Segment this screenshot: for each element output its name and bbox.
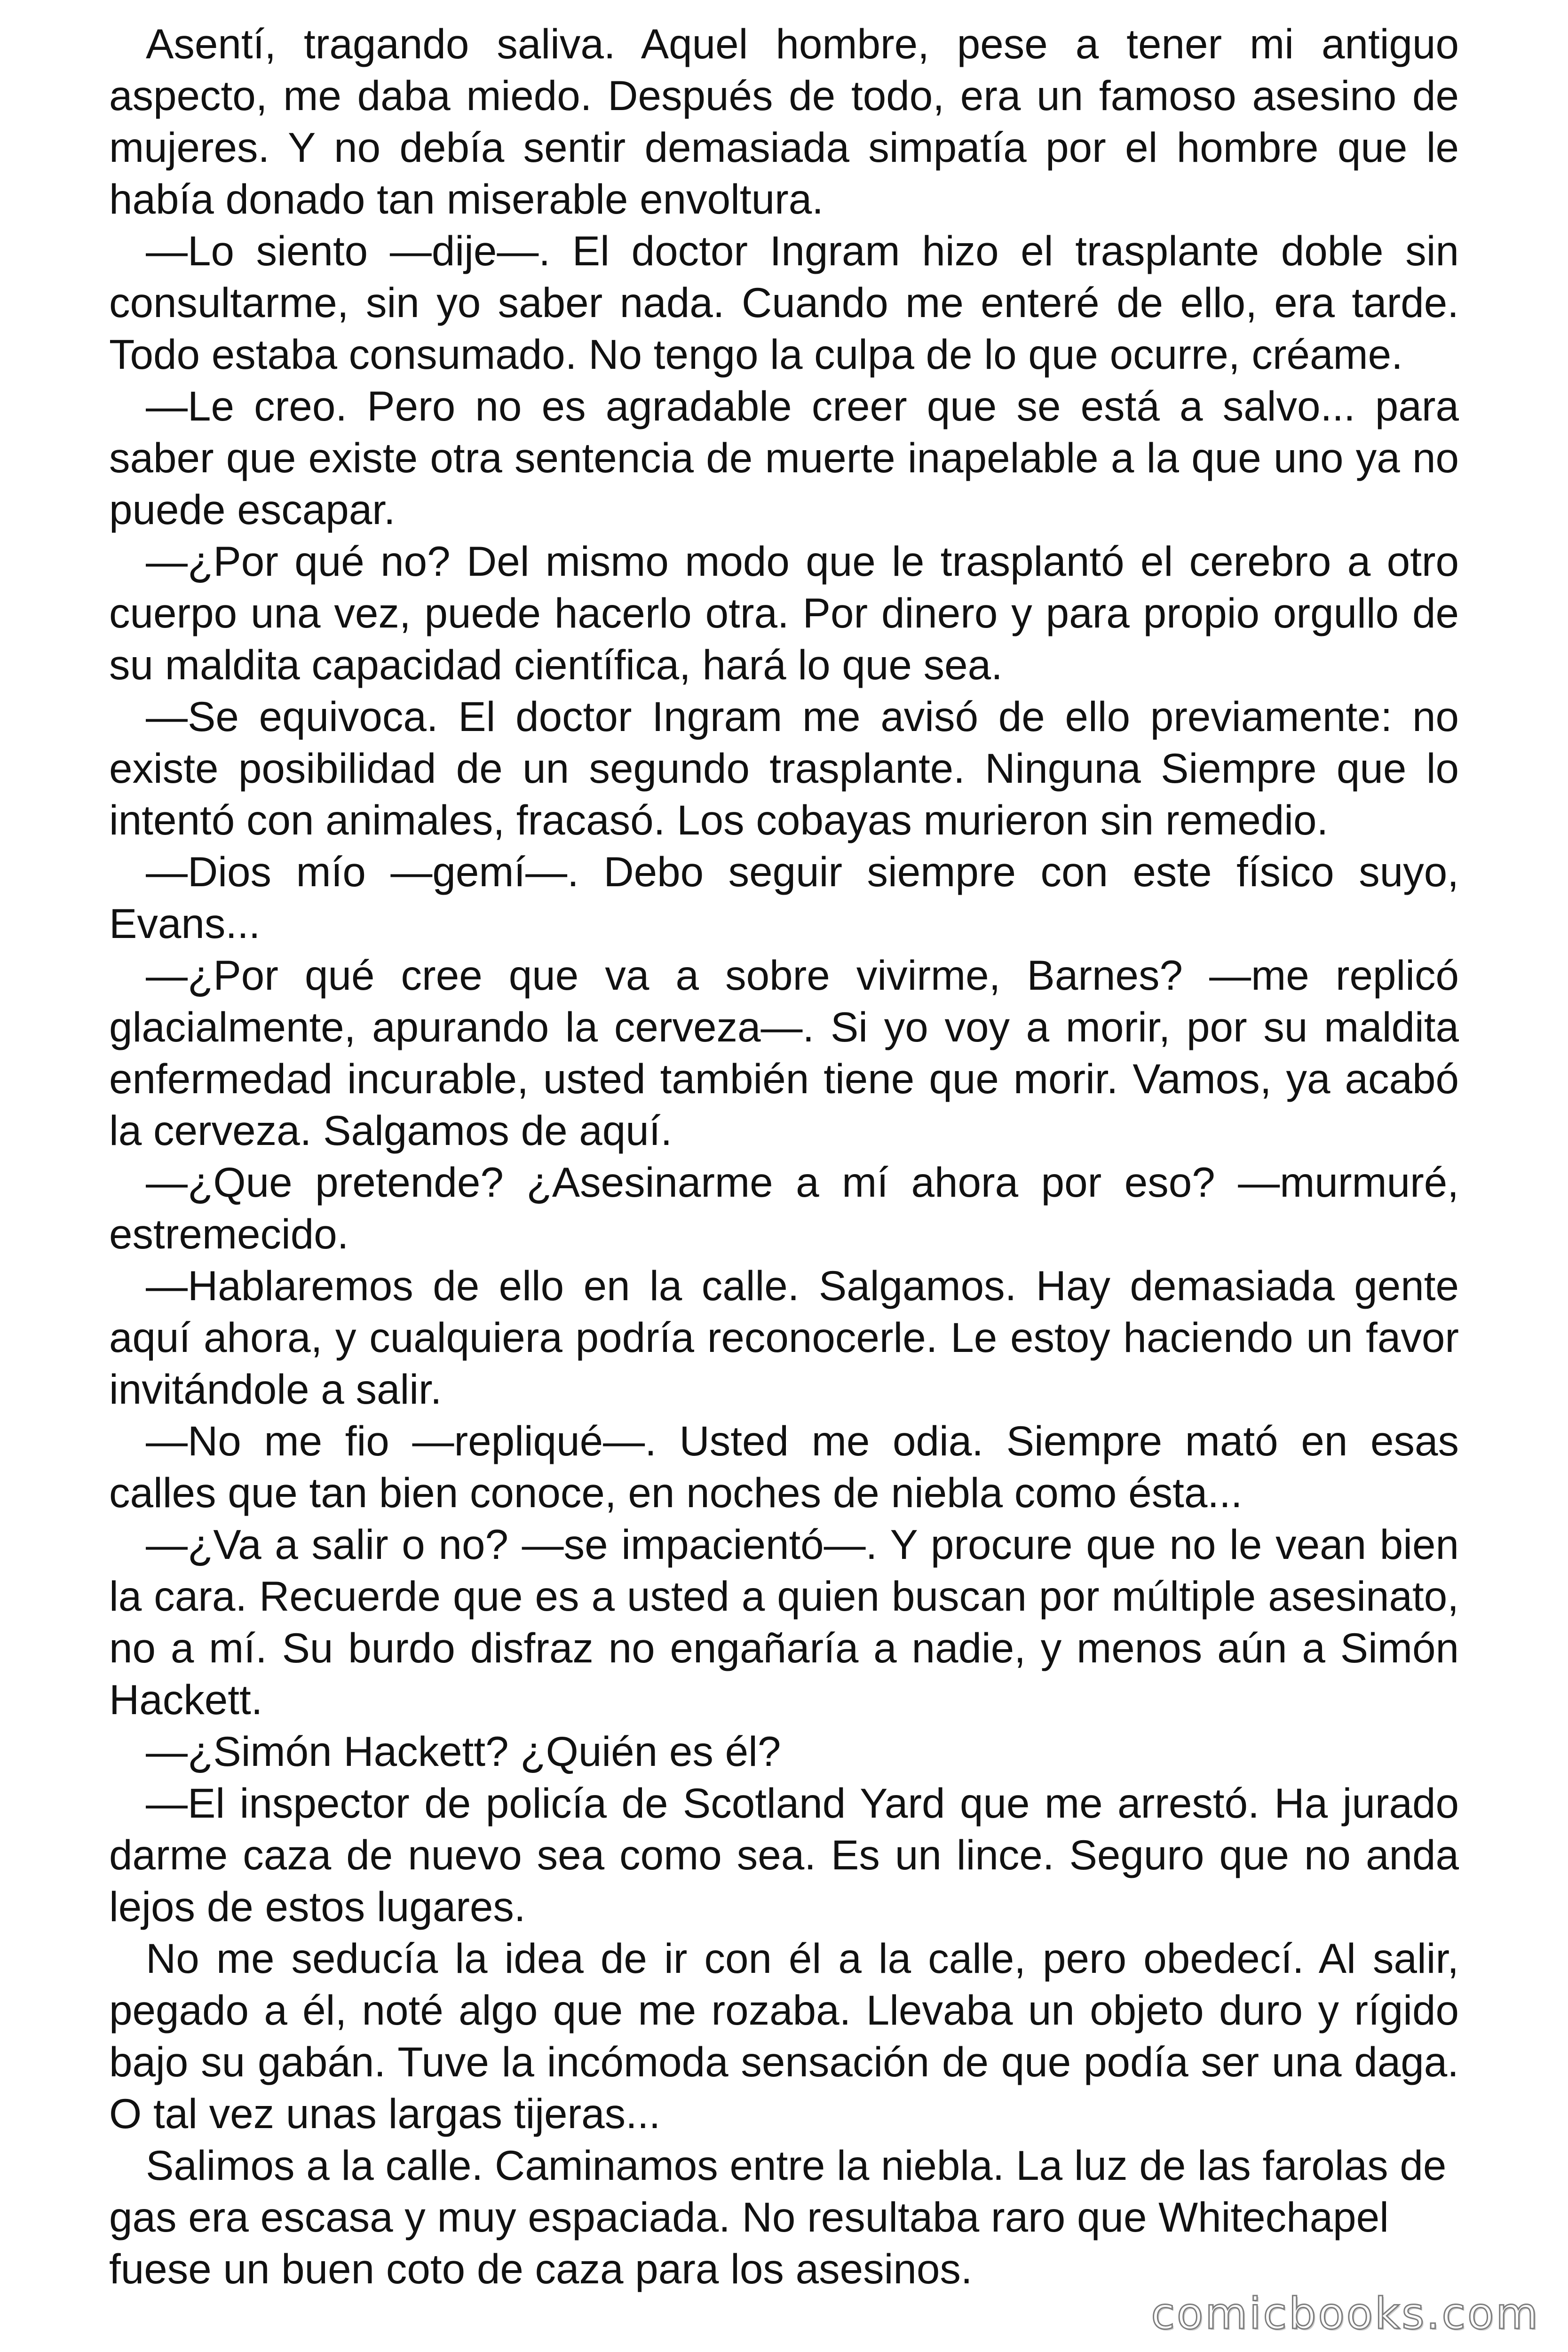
paragraph-13: —El inspector de policía de Scotland Yard que me arrestó. Ha jurado darme caza de nuevo sea como sea. Es un lince. Seguro que no anda lejos de estos lugares. bbox=[109, 1780, 1459, 1930]
paragraph-12: —¿Simón Hackett? ¿Quién es él? bbox=[146, 1728, 781, 1775]
paragraph-8: —¿Que pretende? ¿Asesinarme a mí ahora por eso? —murmuré, estremecido. bbox=[109, 1159, 1459, 1257]
paragraph-14: No me seducía la idea de ir con él a la calle, pero obedecí. Al salir, pegado a él, noté algo que me rozaba. Llevaba un objeto duro y rígido bajo su gabán. Tuve la incómoda sensación de que podía ser una daga. O tal vez unas largas tijeras... bbox=[109, 1935, 1459, 2137]
paragraph-4: —¿Por qué no? Del mismo modo que le trasplantó el cerebro a otro cuerpo una vez, puede hacerlo otra. Por dinero y para propio orgullo de su maldita capacidad científica, hará lo que sea. bbox=[109, 538, 1459, 688]
paragraph-5: —Se equivoca. El doctor Ingram me avisó de ello previamente: no existe posibilidad de un segundo trasplante. Ninguna Siempre que lo intentó con animales, fracasó. Los cobayas murieron sin remedio. bbox=[109, 693, 1459, 843]
book-page bbox=[109, 18, 1459, 2313]
paragraph-11: —¿Va a salir o no? —se impacientó—. Y procure que no le vean bien la cara. Recuerde que es a usted a quien buscan por múltiple asesinato, no a mí. Su burdo disfraz no engañaría a nadie, y menos aún a Simón Hackett. bbox=[109, 1521, 1459, 1723]
watermark-text: comicbooks.com bbox=[1151, 2288, 1540, 2339]
paragraph-6: —Dios mío —gemí—. Debo seguir siempre con este físico suyo, Evans... bbox=[109, 848, 1459, 947]
paragraph-7: —¿Por qué cree que va a sobre vivirme, Barnes? —me replicó glacialmente, apurando la cerveza—. Si yo voy a morir, por su maldita enfermedad incurable, usted también tiene que morir. Vamos, ya acabó la cerveza. Salgamos de aquí. bbox=[109, 952, 1459, 1154]
paragraph-2: —Lo siento —dije—. El doctor Ingram hizo el trasplante doble sin consultarme, sin yo saber nada. Cuando me enteré de ello, era tarde. Todo estaba consumado. No tengo la culpa de lo que ocurre, créame. bbox=[109, 227, 1459, 378]
paragraph-9: —Hablaremos de ello en la calle. Salgamos. Hay demasiada gente aquí ahora, y cualquiera podría reconocerle. Le estoy haciendo un favor invitándole a salir. bbox=[109, 1262, 1459, 1413]
paragraph-1: Asentí, tragando saliva. Aquel hombre, pese a tener mi antiguo aspecto, me daba miedo. Después de todo, era un famoso asesino de mujeres. Y no debía sentir demasiada simpatía por el hombre que le había donado tan miserable envoltura. bbox=[109, 20, 1459, 222]
paragraph-3: —Le creo. Pero no es agradable creer que se está a salvo... para saber que existe otra sentencia de muerte inapelable a la que uno ya no puede escapar. bbox=[109, 382, 1459, 533]
paragraph-15: Salimos a la calle. Caminamos entre la niebla. La luz de las farolas de gas era escasa y muy espaciada. No resultaba raro que Whitechapel fuese un buen coto de caza para los asesinos. bbox=[109, 2142, 1447, 2292]
paragraph-10: —No me fio —repliqué—. Usted me odia. Siempre mató en esas calles que tan bien conoce, en noches de niebla como ésta... bbox=[109, 1417, 1459, 1516]
